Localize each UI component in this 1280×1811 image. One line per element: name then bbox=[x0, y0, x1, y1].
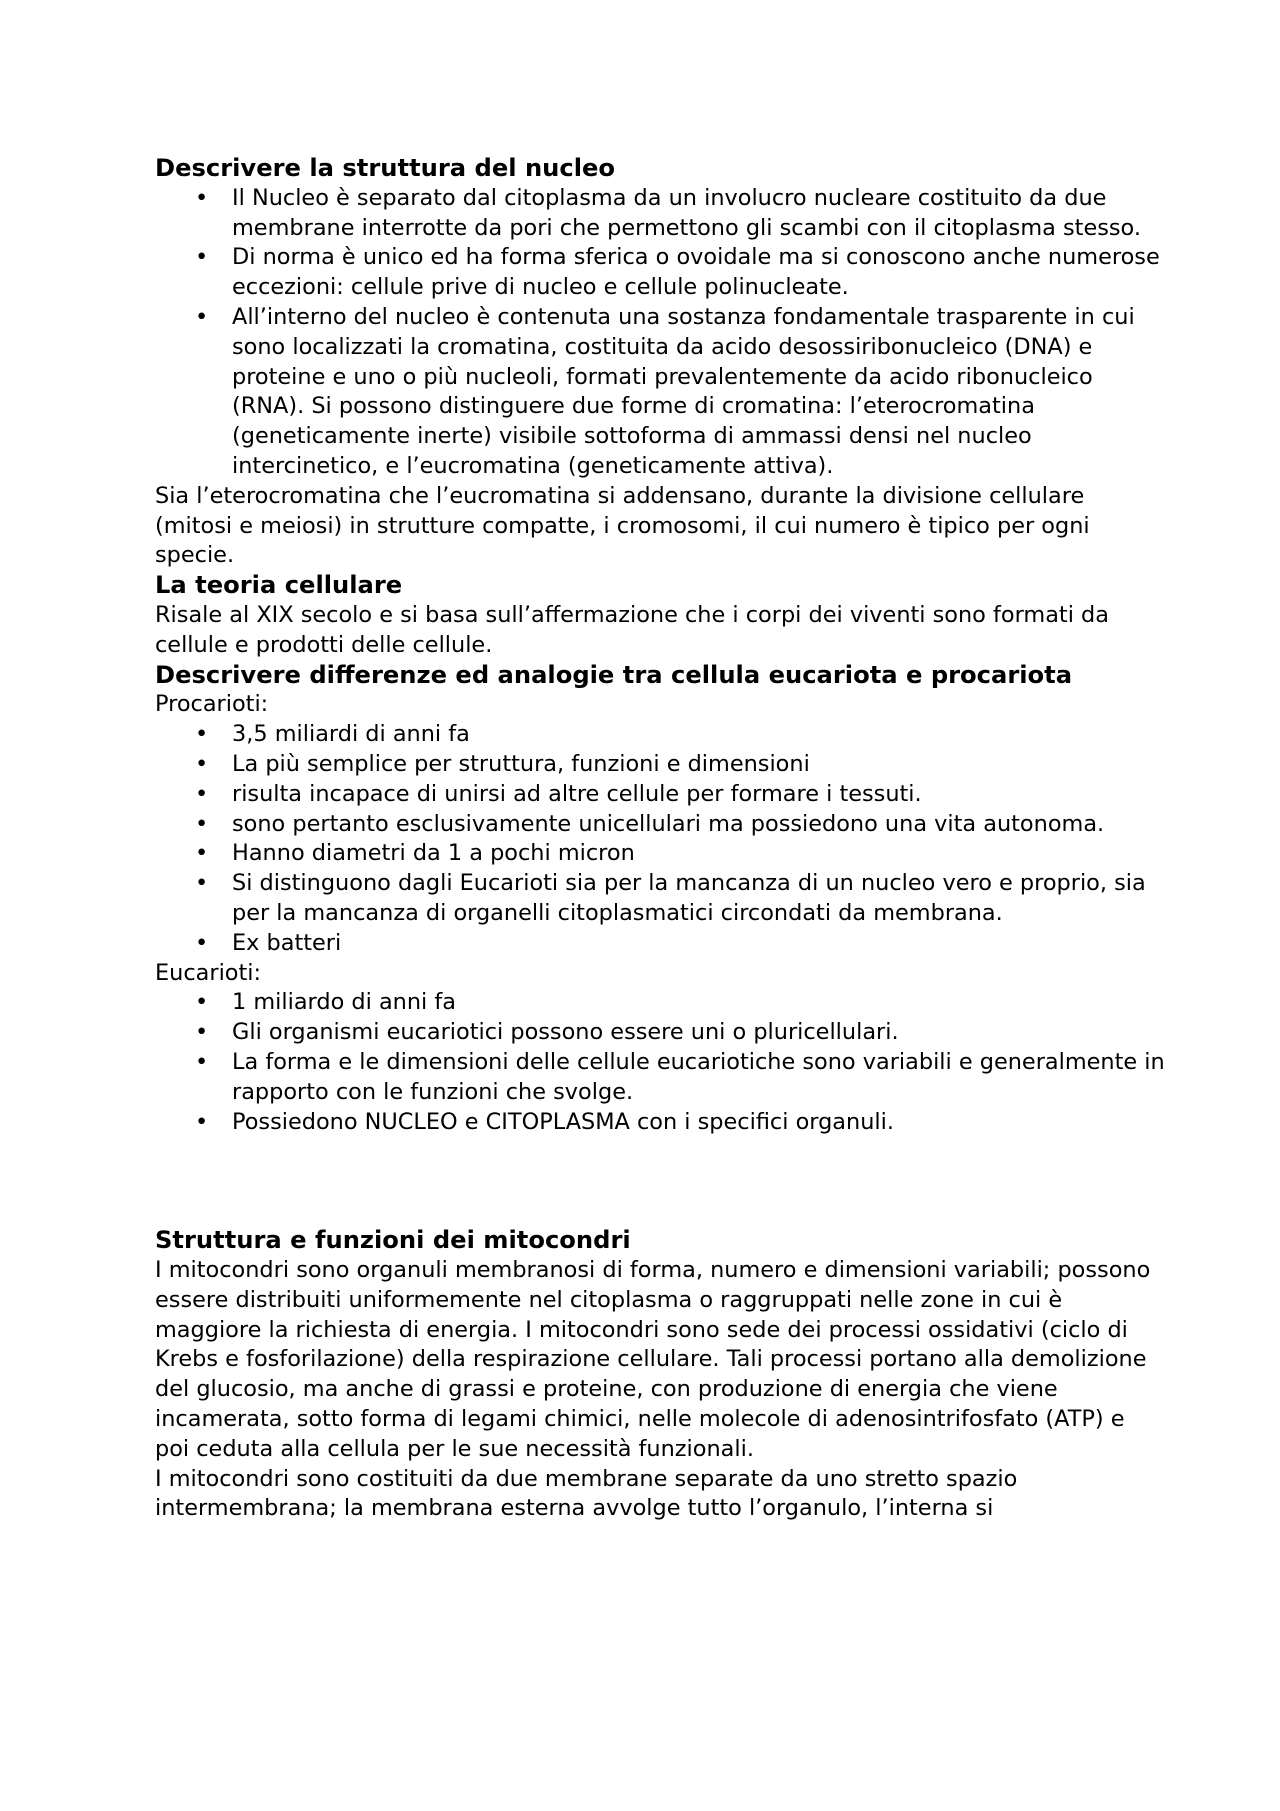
heading-differenze-analogie: Descrivere differenze ed analogie tra cellula eucariota e procariota bbox=[155, 660, 1073, 689]
list-item: • Gli organismi eucariotici possono essere uni o pluricellulari. bbox=[155, 1018, 1165, 1048]
list-item: • La più semplice per struttura, funzioni e dimensioni bbox=[155, 750, 1165, 780]
document-page bbox=[155, 154, 1165, 1524]
list-item: • La forma e le dimensioni delle cellule eucariotiche sono variabili e generalmente in rapporto con le funzioni che svolge. bbox=[155, 1048, 1165, 1108]
list-item: • Possiedono NUCLEO e CITOPLASMA con i specifici organuli. bbox=[155, 1108, 1165, 1138]
list-item: • Si distinguono dagli Eucarioti sia per la mancanza di un nucleo vero e proprio, sia per la mancanza di organelli citoplasmatici circondati da membrana. bbox=[155, 869, 1165, 929]
paragraph-mitocondri-struttura: I mitocondri sono costituiti da due membrane separate da uno stretto spazio intermembrana; la membrana esterna avvolge tutto l’organulo, l’interna si bbox=[155, 1465, 1018, 1522]
heading-teoria-cellulare: La teoria cellulare bbox=[155, 571, 403, 600]
list-item: • Ex batteri bbox=[155, 929, 1165, 959]
list-item: • Hanno diametri da 1 a pochi micron bbox=[155, 839, 1165, 869]
heading-struttura-nucleo: Descrivere la struttura del nucleo bbox=[155, 154, 616, 182]
heading-mitocondri: Struttura e funzioni dei mitocondri bbox=[155, 1226, 631, 1255]
bullet-list-eucarioti bbox=[155, 988, 1165, 1137]
list-item: • 1 miliardo di anni fa bbox=[155, 988, 1165, 1018]
paragraph-teoria-cellulare: Risale al XIX secolo e si basa sull’affermazione che i corpi dei viventi sono formati da cellule e prodotti delle cellule. bbox=[155, 601, 1109, 658]
label-procarioti: Procarioti: bbox=[155, 691, 269, 718]
paragraph-cromosomi: Sia l’eterocromatina che l’eucromatina si addensano, durante la divisione cellulare (mitosi e meiosi) in strutture compatte, i cromosomi, il cui numero è tipico per ogni specie. bbox=[155, 482, 1090, 569]
list-item: • 3,5 miliardi di anni fa bbox=[155, 720, 1165, 750]
bullet-list-nucleo bbox=[155, 184, 1165, 482]
section-spacer bbox=[155, 1137, 1165, 1226]
paragraph-mitocondri-funzioni: I mitocondri sono organuli membranosi di forma, numero e dimensioni variabili; possono essere distribuiti uniformemente nel citoplasma o raggruppati nelle zone in cui è maggiore la richiesta di energia. I mitocondri sono sede dei processi ossidativi (ciclo di Krebs e fosforilazione) della respirazione cellulare. Tali processi portano alla demolizione del glucosio, ma anche di grassi e proteine, con produzione di energia che viene incamerata, sotto forma di legami chimici, nelle molecole di adenosintrifosfato (ATP) e poi ceduta alla cellula per le sue necessità funzionali. bbox=[155, 1257, 1151, 1462]
list-item: • risulta incapace di unirsi ad altre cellule per formare i tessuti. bbox=[155, 780, 1165, 810]
list-item: • All’interno del nucleo è contenuta una sostanza fondamentale trasparente in cui sono localizzati la cromatina, costituita da acido desossiribonucleico (DNA) e proteine e uno o più nucleoli, formati prevalentemente da acido ribonucleico (RNA). Si possono distinguere due forme di cromatina: l’eterocromatina (geneticamente inerte) visibile sottoforma di ammassi densi nel nucleo intercinetico, e l’eucromatina (geneticamente attiva). bbox=[155, 303, 1165, 482]
list-item: • sono pertanto esclusivamente unicellulari ma possiedono una vita autonoma. bbox=[155, 810, 1165, 840]
bullet-list-procarioti bbox=[155, 720, 1165, 958]
list-item: • Di norma è unico ed ha forma sferica o ovoidale ma si conoscono anche numerose eccezioni: cellule prive di nucleo e cellule polinucleate. bbox=[155, 243, 1165, 303]
label-eucarioti: Eucarioti: bbox=[155, 959, 262, 986]
list-item: • Il Nucleo è separato dal citoplasma da un involucro nucleare costituito da due membrane interrotte da pori che permettono gli scambi con il citoplasma stesso. bbox=[155, 184, 1165, 244]
